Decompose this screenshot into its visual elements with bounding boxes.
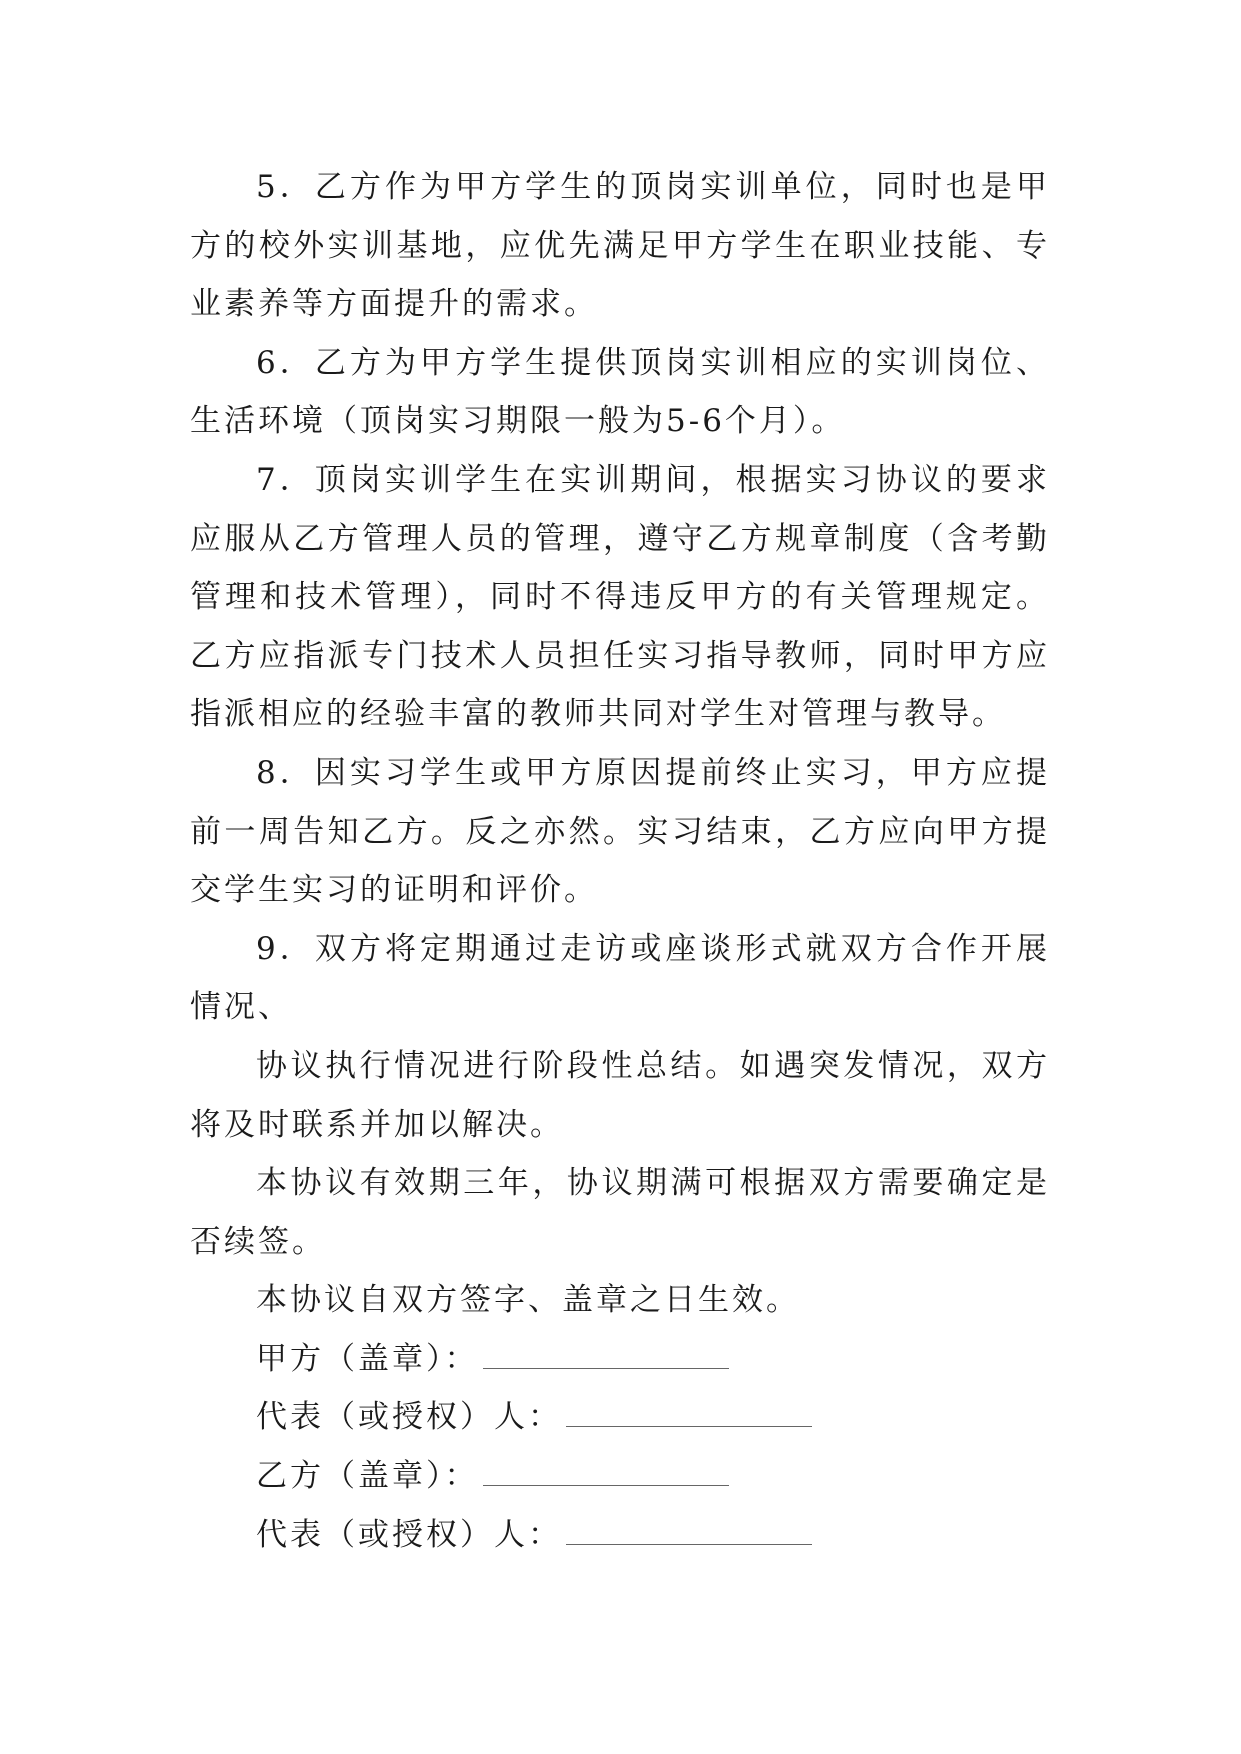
party-b-seal-label: 乙方（盖章）：: [256, 1458, 479, 1495]
clause-9: 9．双方将定期通过走访或座谈形式就双方合作开展情况、: [190, 930, 1050, 1026]
party-a-seal-blank: [483, 1338, 729, 1369]
clause-7: 7．顶岗实训学生在实训期间，根据实习协议的要求应服从乙方管理人员的管理，遵守乙方规章制度（含考勤管理和技术管理），同时不得违反甲方的有关管理规定。乙方应指派专门技术人员担任实习指导教师，同时甲方应指派相应的经验丰富的教师共同对学生对管理与教导。: [190, 461, 1050, 733]
validity-clause: 本协议有效期三年，协议期满可根据双方需要确定是否续签。: [190, 1165, 1050, 1260]
party-a-rep-blank: [566, 1396, 812, 1427]
party-a-rep-label: 代表（或授权）人：: [256, 1399, 562, 1436]
clause-9-continued: 协议执行情况进行阶段性总结。如遇突发情况，双方将及时联系并加以解决。: [190, 1047, 1050, 1143]
clause-8: 8．因实习学生或甲方原因提前终止实习，甲方应提前一周告知乙方。反之亦然。实习结束，乙方应向甲方提交学生实习的证明和评价。: [190, 754, 1050, 909]
agreement-body: [190, 158, 1050, 1564]
effective-clause: 本协议自双方签字、盖章之日生效。: [256, 1282, 800, 1319]
party-b-rep-blank: [566, 1514, 812, 1545]
party-b-rep-label: 代表（或授权）人：: [256, 1516, 562, 1553]
party-a-seal-label: 甲方（盖章）：: [256, 1340, 479, 1377]
party-b-seal-blank: [483, 1455, 729, 1486]
clause-6: 6．乙方为甲方学生提供顶岗实训相应的实训岗位、生活环境（顶岗实习期限一般为5-6个月）。: [190, 344, 1050, 440]
party-a-rep-line: [190, 1388, 1050, 1447]
party-a-seal-line: [190, 1330, 1050, 1389]
clause-5: 5．乙方作为甲方学生的顶岗实训单位，同时也是甲方的校外实训基地，应优先满足甲方学生在职业技能、专业素养等方面提升的需求。: [190, 169, 1050, 323]
party-b-seal-line: [190, 1447, 1050, 1506]
party-b-rep-line: [190, 1506, 1050, 1565]
